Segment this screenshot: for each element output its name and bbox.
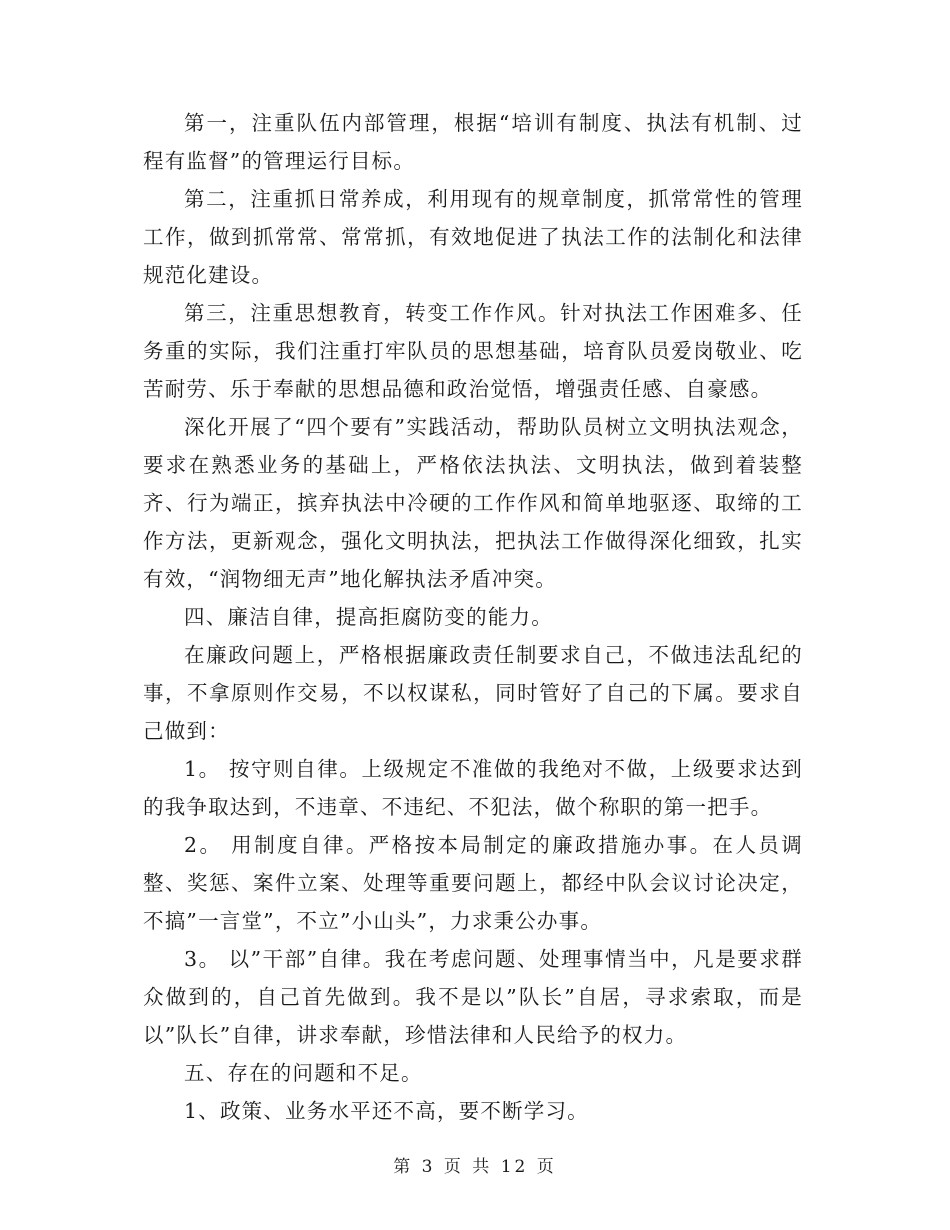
list-item-1: 1。 按守则自律。上级规定不准做的我绝对不做，上级要求达到的我争取达到，不违章、不违纪、不犯法，做个称职的第一把手。: [143, 757, 803, 819]
document-body: [143, 104, 803, 1130]
section-heading-4: 四、廉洁自律，提高拒腐防变的能力。: [184, 605, 553, 629]
page-footer: 第 3 页 共 12 页: [393, 1157, 557, 1177]
list-item-2: 2。 用制度自律。严格按本局制定的廉政措施办事。在人员调整、奖惩、案件立案、处理等重要问题上，都经中队会议讨论决定，不搞”一言堂”，不立”小山头”，力求秉公办事。: [143, 833, 803, 933]
problem-item-1: 1、政策、业务水平还不高，要不断学习。: [184, 1099, 589, 1123]
list-item-3: 3。 以”干部”自律。我在考虑问题、处理事情当中，凡是要求群众做到的，自己首先做到。我不是以”队长”自居，寻求索取，而是以”队长”自律，讲求奉献，珍惜法律和人民给予的权力。: [143, 947, 803, 1047]
paragraph-6: 在廉政问题上，严格根据廉政责任制要求自己，不做违法乱纪的事，不拿原则作交易，不以权谋私，同时管好了自己的下属。要求自己做到：: [143, 643, 803, 743]
paragraph-3: 第三，注重思想教育，转变工作作风。针对执法工作困难多、任务重的实际，我们注重打牢队员的思想基础，培育队员爱岗敬业、吃苦耐劳、乐于奉献的思想品德和政治觉悟，增强责任感、自豪感。: [143, 301, 803, 401]
paragraph-1: 第一，注重队伍内部管理，根据“培训有制度、执法有机制、过程有监督”的管理运行目标。: [143, 111, 803, 173]
paragraph-4: 深化开展了“四个要有”实践活动，帮助队员树立文明执法观念，要求在熟悉业务的基础上，严格依法执法、文明执法，做到着装整齐、行为端正，摈弃执法中冷硬的工作作风和简单地驱逐、取缔的工作方法，更新观念，强化文明执法，把执法工作做得深化细致，扎实有效，“润物细无声”地化解执法矛盾冲突。: [143, 415, 803, 591]
paragraph-2: 第二，注重抓日常养成，利用现有的规章制度，抓常常性的管理工作，做到抓常常、常常抓，有效地促进了执法工作的法制化和法律规范化建设。: [143, 187, 803, 287]
section-heading-5: 五、存在的问题和不足。: [184, 1061, 423, 1085]
